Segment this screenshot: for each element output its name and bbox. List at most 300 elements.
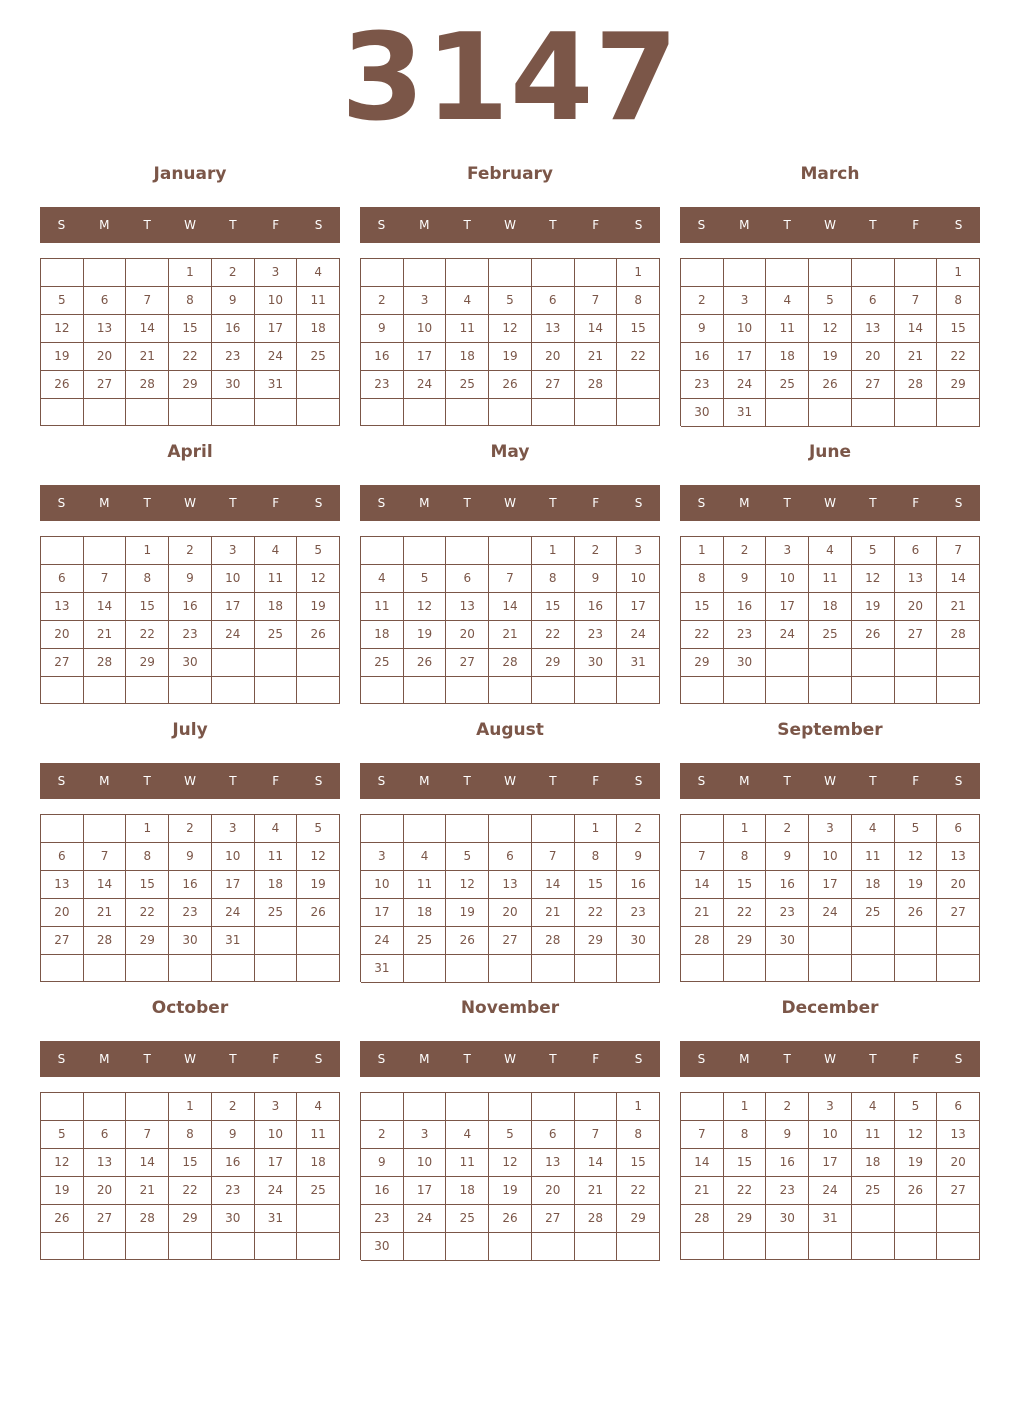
empty-day-cell [212,677,255,704]
day-cell: 8 [617,1121,660,1149]
weekday-label: T [549,496,557,510]
empty-day-cell [255,399,298,426]
day-cell: 13 [446,593,489,621]
day-cell: 5 [809,287,852,315]
day-cell: 9 [361,1149,404,1177]
day-cell: 24 [255,1177,298,1205]
day-cell: 26 [809,371,852,399]
day-cell: 3 [212,537,255,565]
day-cell: 8 [126,565,169,593]
empty-day-cell [766,399,809,427]
day-cell: 27 [532,1205,575,1233]
day-cell: 18 [255,871,298,899]
weekday-header [680,207,980,243]
month-name: January [153,164,227,184]
empty-day-cell [126,1233,169,1260]
weekday-label: T [463,1052,471,1066]
weekday-label: F [592,1052,600,1066]
empty-day-cell [937,649,980,677]
empty-day-cell [809,955,852,982]
day-cell: 23 [681,371,724,399]
day-cell: 24 [766,621,809,649]
weekday-header [40,207,340,243]
day-cell: 14 [126,1149,169,1177]
empty-day-cell [212,649,255,677]
day-cell: 21 [126,343,169,371]
day-cell: 22 [169,1177,212,1205]
empty-day-cell [446,955,489,983]
day-cell: 19 [41,343,84,371]
empty-day-cell [532,677,575,704]
day-cell: 12 [895,1121,938,1149]
day-cell: 18 [852,871,895,899]
day-cell: 28 [126,371,169,399]
day-cell: 22 [617,343,660,371]
day-cell: 6 [532,287,575,315]
day-cell: 10 [404,315,447,343]
day-cell: 15 [724,871,767,899]
day-cell: 3 [255,1093,298,1121]
day-cell: 7 [126,1121,169,1149]
day-cell: 5 [297,537,340,565]
month-name: October [151,998,229,1018]
day-cell: 30 [212,1205,255,1233]
day-cell: 15 [169,1149,212,1177]
empty-day-cell [809,399,852,427]
day-cell: 29 [724,927,767,955]
empty-day-cell [852,927,895,955]
weekday-label: M [419,774,430,788]
day-cell: 16 [766,1149,809,1177]
weekday-label: T [229,774,237,788]
empty-day-cell [297,677,340,704]
empty-day-cell [41,1233,84,1260]
day-cell: 3 [809,1093,852,1121]
weekday-label: S [634,496,643,510]
weekday-header [360,1041,660,1077]
day-cell: 16 [212,315,255,343]
empty-day-cell [895,927,938,955]
day-cell: 6 [852,287,895,315]
day-cell: 13 [84,1149,127,1177]
day-cell: 2 [766,815,809,843]
day-cell: 19 [41,1177,84,1205]
weekday-label: W [824,1052,836,1066]
day-cell: 7 [681,1121,724,1149]
empty-day-cell [41,537,84,565]
empty-day-cell [41,815,84,843]
empty-day-cell [766,649,809,677]
day-cell: 26 [852,621,895,649]
empty-day-cell [489,259,532,287]
weekday-label: W [184,218,196,232]
day-cell: 29 [575,927,618,955]
day-cell: 19 [489,343,532,371]
empty-day-cell [489,955,532,983]
day-cell: 22 [126,621,169,649]
day-cell: 19 [446,899,489,927]
day-cell: 22 [169,343,212,371]
day-cell: 9 [169,565,212,593]
empty-day-cell [937,677,980,704]
day-cell: 1 [169,1093,212,1121]
empty-day-cell [489,1093,532,1121]
day-cell: 16 [361,343,404,371]
day-cell: 24 [255,343,298,371]
day-cell: 5 [446,843,489,871]
empty-day-cell [126,955,169,982]
day-cell: 3 [404,1121,447,1149]
empty-day-cell [297,1205,340,1233]
empty-day-cell [404,399,447,426]
empty-day-cell [532,259,575,287]
weekday-label: F [272,496,280,510]
day-cell: 25 [297,1177,340,1205]
empty-day-cell [255,677,298,704]
day-cell: 23 [617,899,660,927]
weekday-label: M [99,1052,110,1066]
day-cell: 26 [446,927,489,955]
day-cell: 14 [681,1149,724,1177]
day-cell: 11 [446,1149,489,1177]
weekday-label: M [419,496,430,510]
empty-day-cell [255,1233,298,1260]
day-cell: 15 [126,871,169,899]
day-cell: 27 [84,371,127,399]
empty-day-cell [937,399,980,427]
empty-day-cell [404,537,447,565]
day-cell: 11 [766,315,809,343]
day-cell: 9 [212,1121,255,1149]
empty-day-cell [297,955,340,982]
weekday-label: T [463,218,471,232]
empty-day-cell [532,1233,575,1261]
day-cell: 2 [617,815,660,843]
day-cell: 17 [212,871,255,899]
empty-day-cell [532,955,575,983]
empty-day-cell [84,677,127,704]
day-cell: 4 [361,565,404,593]
day-cell: 30 [766,1205,809,1233]
empty-day-cell [84,955,127,982]
day-cell: 26 [895,1177,938,1205]
weekday-label: T [549,1052,557,1066]
day-cell: 5 [489,1121,532,1149]
empty-day-cell [937,955,980,982]
day-cell: 20 [84,343,127,371]
empty-day-cell [361,399,404,426]
day-cell: 2 [575,537,618,565]
day-cell: 8 [575,843,618,871]
empty-day-cell [361,537,404,565]
empty-day-cell [84,399,127,426]
day-cell: 30 [724,649,767,677]
day-cell: 21 [84,899,127,927]
day-cell: 11 [852,843,895,871]
day-cell: 18 [255,593,298,621]
empty-day-cell [766,677,809,704]
empty-day-cell [681,815,724,843]
weekday-label: T [783,218,791,232]
weekday-label: T [143,774,151,788]
weekday-label: M [419,1052,430,1066]
day-cell: 14 [681,871,724,899]
day-cell: 9 [575,565,618,593]
day-cell: 22 [724,899,767,927]
empty-day-cell [489,537,532,565]
day-cell: 29 [532,649,575,677]
empty-day-cell [297,927,340,955]
day-cell: 16 [766,871,809,899]
day-cell: 15 [617,315,660,343]
day-cell: 3 [255,259,298,287]
day-cell: 6 [937,1093,980,1121]
weekday-label: W [184,496,196,510]
empty-day-cell [895,649,938,677]
weekday-header [360,485,660,521]
day-cell: 7 [84,565,127,593]
empty-day-cell [169,399,212,426]
day-cell: 27 [937,899,980,927]
weekday-header [680,485,980,521]
empty-day-cell [852,1205,895,1233]
empty-day-cell [41,1093,84,1121]
day-grid [40,536,340,704]
day-cell: 13 [41,871,84,899]
day-cell: 4 [255,815,298,843]
day-cell: 25 [255,899,298,927]
day-cell: 3 [212,815,255,843]
empty-day-cell [809,677,852,704]
day-cell: 27 [84,1205,127,1233]
day-cell: 15 [575,871,618,899]
day-cell: 13 [532,315,575,343]
day-cell: 18 [446,1177,489,1205]
day-cell: 3 [361,843,404,871]
day-cell: 2 [212,259,255,287]
day-cell: 28 [681,1205,724,1233]
day-cell: 29 [126,927,169,955]
day-cell: 9 [361,315,404,343]
empty-day-cell [617,955,660,983]
day-grid [360,1092,660,1260]
day-cell: 25 [361,649,404,677]
empty-day-cell [41,955,84,982]
day-cell: 7 [575,1121,618,1149]
empty-day-cell [724,677,767,704]
empty-day-cell [446,537,489,565]
day-cell: 15 [724,1149,767,1177]
day-cell: 9 [212,287,255,315]
day-cell: 22 [937,343,980,371]
day-cell: 31 [255,1205,298,1233]
weekday-label: M [99,774,110,788]
day-cell: 28 [681,927,724,955]
empty-day-cell [126,399,169,426]
day-cell: 31 [255,371,298,399]
day-cell: 6 [84,1121,127,1149]
day-cell: 26 [404,649,447,677]
month-name: December [781,998,879,1018]
day-cell: 2 [169,537,212,565]
weekday-label: W [824,496,836,510]
weekday-label: W [184,1052,196,1066]
empty-day-cell [489,1233,532,1261]
weekday-header [680,763,980,799]
day-cell: 17 [255,1149,298,1177]
weekday-label: M [419,218,430,232]
empty-day-cell [617,1233,660,1261]
day-cell: 25 [446,1205,489,1233]
day-cell: 21 [937,593,980,621]
empty-day-cell [361,815,404,843]
day-cell: 14 [575,315,618,343]
day-cell: 14 [937,565,980,593]
empty-day-cell [212,1233,255,1260]
day-cell: 17 [766,593,809,621]
day-cell: 21 [895,343,938,371]
weekday-label: S [954,218,963,232]
day-cell: 16 [575,593,618,621]
day-cell: 24 [404,371,447,399]
day-cell: 3 [766,537,809,565]
empty-day-cell [766,955,809,982]
day-cell: 17 [809,1149,852,1177]
day-cell: 6 [84,287,127,315]
day-cell: 16 [617,871,660,899]
weekday-label: F [272,774,280,788]
day-cell: 9 [766,1121,809,1149]
weekday-header [680,1041,980,1077]
empty-day-cell [575,259,618,287]
day-cell: 4 [446,287,489,315]
day-cell: 1 [724,1093,767,1121]
day-cell: 20 [937,1149,980,1177]
day-cell: 24 [212,899,255,927]
day-cell: 25 [766,371,809,399]
day-cell: 11 [809,565,852,593]
day-cell: 25 [446,371,489,399]
weekday-label: T [143,218,151,232]
day-cell: 2 [766,1093,809,1121]
day-cell: 9 [766,843,809,871]
day-cell: 24 [724,371,767,399]
weekday-label: F [912,774,920,788]
day-cell: 26 [41,1205,84,1233]
empty-day-cell [404,677,447,704]
day-cell: 24 [361,927,404,955]
day-cell: 2 [681,287,724,315]
empty-day-cell [446,1093,489,1121]
day-cell: 14 [489,593,532,621]
weekday-label: T [869,1052,877,1066]
weekday-label: M [739,218,750,232]
weekday-label: T [869,774,877,788]
weekday-label: W [504,218,516,232]
day-cell: 7 [681,843,724,871]
day-cell: 11 [361,593,404,621]
month-name: August [476,720,544,740]
day-cell: 16 [212,1149,255,1177]
empty-day-cell [255,927,298,955]
day-cell: 28 [84,649,127,677]
weekday-label: W [184,774,196,788]
empty-day-cell [575,1093,618,1121]
empty-day-cell [126,1093,169,1121]
day-cell: 27 [41,927,84,955]
day-grid [40,1092,340,1260]
day-cell: 25 [404,927,447,955]
empty-day-cell [297,649,340,677]
day-cell: 23 [361,1205,404,1233]
day-cell: 6 [41,843,84,871]
empty-day-cell [84,259,127,287]
weekday-label: F [912,1052,920,1066]
day-cell: 11 [446,315,489,343]
day-cell: 16 [169,871,212,899]
day-cell: 14 [126,315,169,343]
weekday-label: S [314,774,323,788]
weekday-label: S [954,496,963,510]
weekday-label: S [377,1052,386,1066]
weekday-label: S [634,1052,643,1066]
empty-day-cell [489,815,532,843]
day-cell: 6 [532,1121,575,1149]
day-cell: 27 [41,649,84,677]
day-cell: 14 [84,593,127,621]
day-cell: 4 [404,843,447,871]
empty-day-cell [681,677,724,704]
day-cell: 6 [41,565,84,593]
empty-day-cell [895,1205,938,1233]
day-cell: 13 [532,1149,575,1177]
empty-day-cell [809,1233,852,1260]
day-cell: 20 [84,1177,127,1205]
empty-day-cell [575,677,618,704]
weekday-label: F [592,496,600,510]
day-cell: 3 [809,815,852,843]
day-cell: 19 [895,1149,938,1177]
empty-day-cell [404,815,447,843]
day-cell: 30 [575,649,618,677]
day-cell: 26 [489,1205,532,1233]
weekday-label: M [739,774,750,788]
day-cell: 17 [255,315,298,343]
weekday-label: F [592,218,600,232]
day-cell: 11 [297,1121,340,1149]
weekday-label: T [869,218,877,232]
day-cell: 23 [724,621,767,649]
weekday-label: M [99,496,110,510]
weekday-label: T [783,1052,791,1066]
empty-day-cell [41,399,84,426]
day-grid [40,258,340,426]
day-cell: 4 [297,259,340,287]
empty-day-cell [895,955,938,982]
weekday-label: S [954,1052,963,1066]
day-cell: 17 [617,593,660,621]
month-name: April [167,442,213,462]
day-cell: 30 [681,399,724,427]
day-cell: 31 [361,955,404,983]
day-cell: 9 [681,315,724,343]
day-cell: 2 [169,815,212,843]
weekday-label: F [272,1052,280,1066]
empty-day-cell [852,1233,895,1260]
day-cell: 27 [532,371,575,399]
day-cell: 16 [681,343,724,371]
weekday-label: S [57,1052,66,1066]
